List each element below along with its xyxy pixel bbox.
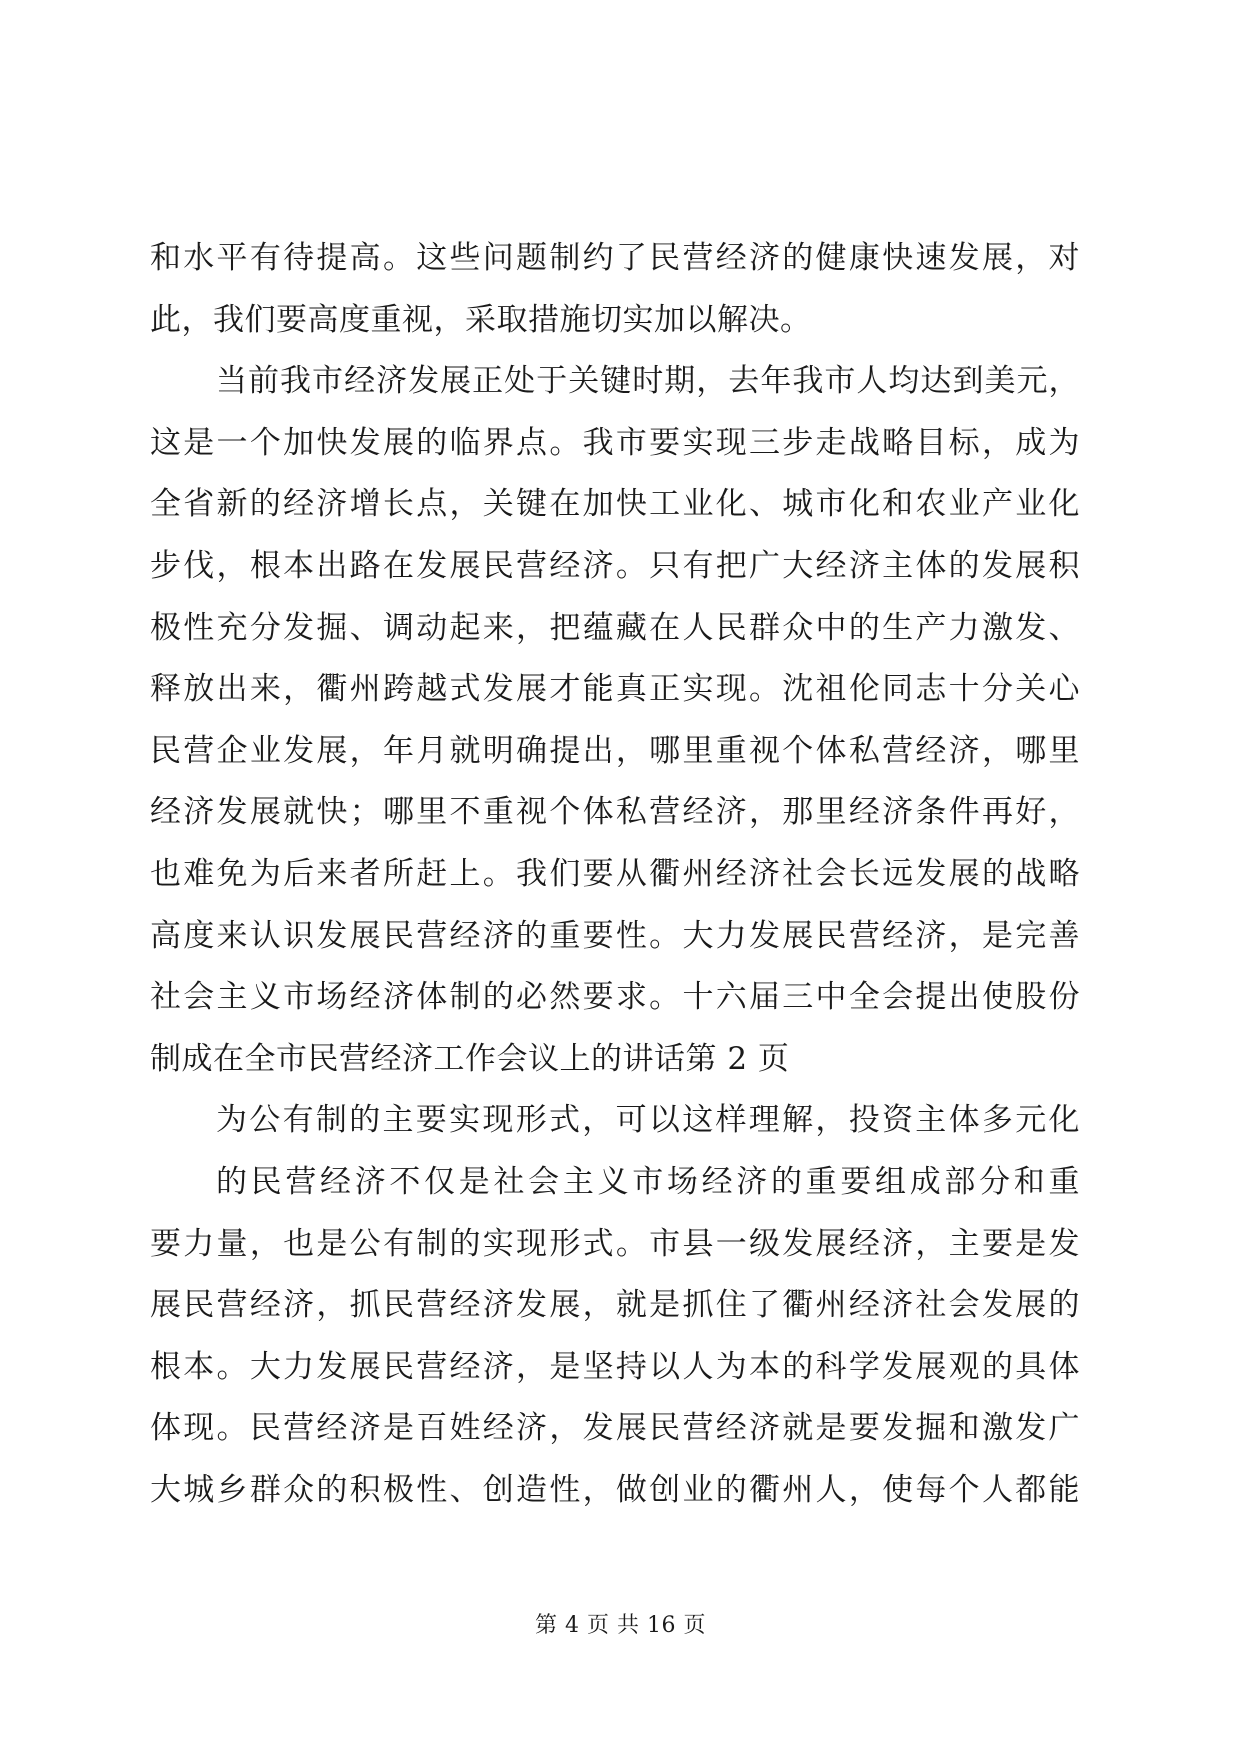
text-line: 步伐，根本出路在发展民营经济。只有把广大经济主体的发展积 <box>150 547 1080 584</box>
text-line: 社会主义市场经济体制的必然要求。十六届三中全会提出使股份 <box>150 979 1080 1016</box>
text-line: 高度来认识发展民营经济的重要性。大力发展民营经济，是完善 <box>150 917 1080 954</box>
text-line: 根本。大力发展民营经济，是坚持以人为本的科学发展观的具体 <box>150 1348 1080 1385</box>
text-line: 当前我市经济发展正处于关键时期，去年我市人均达到美元， <box>216 363 1080 400</box>
text-line: 民营企业发展，年月就明确提出，哪里重视个体私营经济，哪里 <box>150 732 1080 769</box>
text-line: 此，我们要高度重视，采取措施切实加以解决。 <box>150 301 812 338</box>
text-line: 经济发展就快；哪里不重视个体私营经济，那里经济条件再好， <box>150 794 1080 831</box>
text-line: 为公有制的主要实现形式，可以这样理解，投资主体多元化 <box>216 1102 1080 1139</box>
text-line: 也难免为后来者所赶上。我们要从衢州经济社会长远发展的战略 <box>150 855 1080 892</box>
text-line: 体现。民营经济是百姓经济，发展民营经济就是要发掘和激发广 <box>150 1410 1080 1447</box>
text-line: 展民营经济，抓民营经济发展，就是抓住了衢州经济社会发展的 <box>150 1287 1080 1324</box>
text-line: 大城乡群众的积极性、创造性，做创业的衢州人，使每个人都能 <box>150 1471 1080 1508</box>
text-line: 这是一个加快发展的临界点。我市要实现三步走战略目标，成为 <box>150 424 1080 461</box>
page-footer: 第 4 页 共 16 页 <box>535 1613 706 1638</box>
text-line: 全省新的经济增长点，关键在加快工业化、城市化和农业产业化 <box>150 486 1080 523</box>
body-text <box>150 228 1080 1521</box>
text-line: 极性充分发掘、调动起来，把蕴藏在人民群众中的生产力激发、 <box>150 609 1080 646</box>
text-line: 的民营经济不仅是社会主义市场经济的重要组成部分和重 <box>216 1163 1080 1200</box>
text-line: 和水平有待提高。这些问题制约了民营经济的健康快速发展，对 <box>150 240 1080 276</box>
text-line: 释放出来，衢州跨越式发展才能真正实现。沈祖伦同志十分关心 <box>150 671 1080 708</box>
text-line: 制成在全市民营经济工作会议上的讲话第 2 页 <box>150 1040 790 1077</box>
text-line: 要力量，也是公有制的实现形式。市县一级发展经济，主要是发 <box>150 1225 1080 1262</box>
